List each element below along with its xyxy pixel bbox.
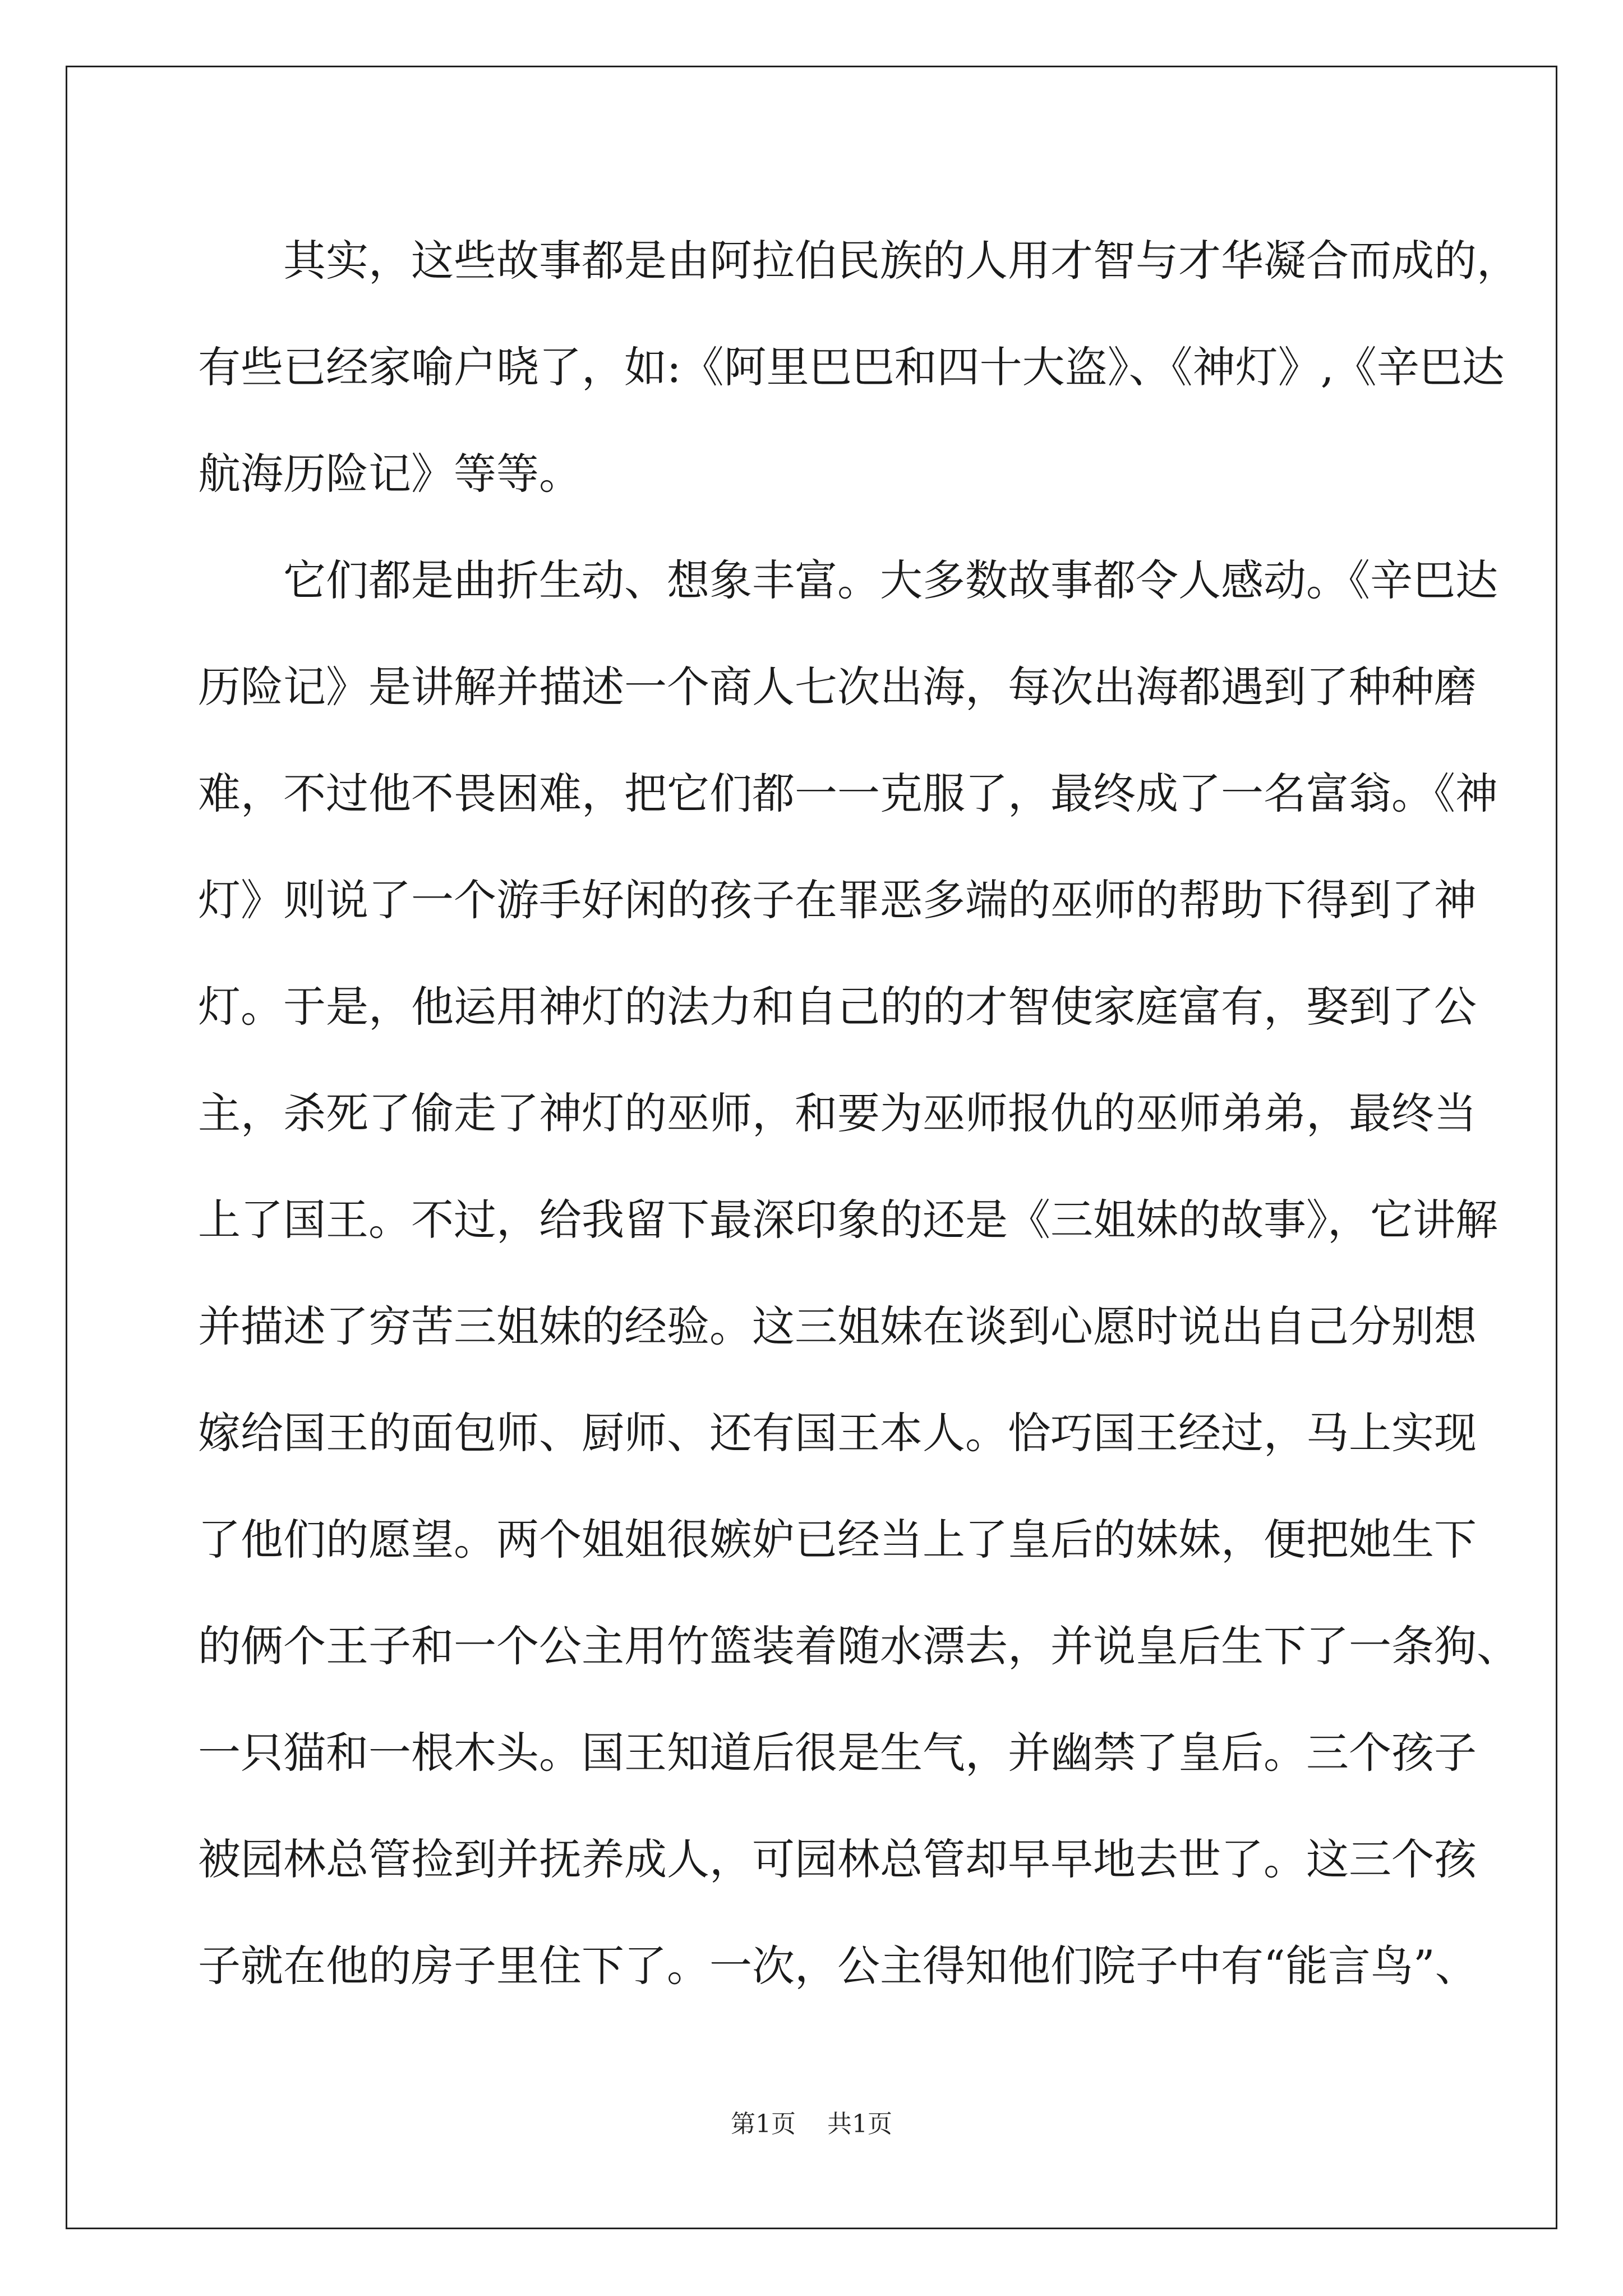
paragraph-2 <box>198 527 1519 2019</box>
document-body <box>198 208 1519 2019</box>
text-line: 被园林总管捡到并抚养成人，可园林总管却早早地去世了。这三个孩 <box>198 1834 1477 1884</box>
text-line: 的俩个王子和一个公主用竹篮装着随水漂去，并说皇后生下了一条狗、 <box>198 1621 1519 1671</box>
text-line: 难，不过他不畏困难，把它们都一一克服了，最终成了一名富翁。《神 <box>198 769 1498 818</box>
page-footer <box>0 2104 1623 2139</box>
text-line: 了他们的愿望。两个姐姐很嫉妒已经当上了皇后的妹妹，便把她生下 <box>198 1515 1477 1565</box>
text-line: 嫁给国王的面包师、厨师、还有国王本人。恰巧国王经过，马上实现 <box>198 1408 1477 1458</box>
text-line: 灯》则说了一个游手好闲的孩子在罪恶多端的巫师的帮助下得到了神 <box>198 875 1477 925</box>
page-total: 共1页 <box>827 2110 892 2138</box>
text-line: 子就在他的房子里住下了。一次，公主得知他们院子中有“能言鸟”、 <box>198 1941 1478 1991</box>
text-line: 其实，这些故事都是由阿拉伯民族的人用才智与才华凝合而成的， <box>283 236 1519 286</box>
text-line: 航海历险记》等等。 <box>198 449 582 499</box>
text-line: 一只猫和一根木头。国王知道后很是生气，并幽禁了皇后。三个孩子 <box>198 1728 1477 1778</box>
text-line: 上了国王。不过，给我留下最深印象的还是《三姐妹的故事》，它讲解 <box>198 1195 1498 1245</box>
paragraph-1 <box>198 208 1519 527</box>
text-line: 并描述了穷苦三姐妹的经验。这三姐妹在谈到心愿时说出自己分别想 <box>198 1301 1477 1351</box>
text-line: 历险记》是讲解并描述一个商人七次出海，每次出海都遇到了种种磨 <box>198 662 1477 712</box>
text-line: 主，杀死了偷走了神灯的巫师，和要为巫师报仇的巫师弟弟，最终当 <box>198 1088 1477 1138</box>
text-line: 灯。于是，他运用神灯的法力和自己的的才智使家庭富有，娶到了公 <box>198 982 1477 1032</box>
page-number: 第1页 <box>731 2110 796 2138</box>
text-line: 有些已经家喻户晓了，如:《阿里巴巴和四十大盗》、《神灯》,《辛巴达 <box>198 342 1505 392</box>
text-line: 它们都是曲折生动、想象丰富。大多数故事都令人感动。《辛巴达 <box>283 555 1498 605</box>
